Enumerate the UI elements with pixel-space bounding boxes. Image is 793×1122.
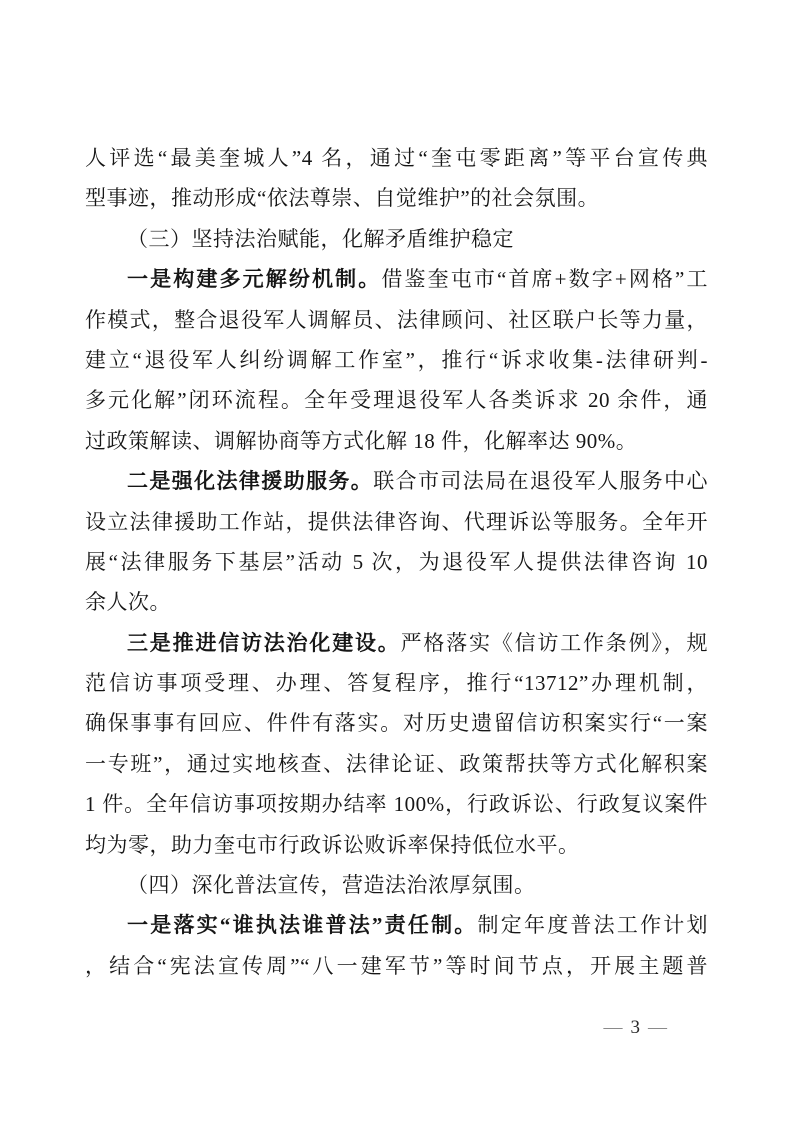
line-text: 均为零，助力奎屯市行政诉讼败诉率保持低位水平。 bbox=[85, 832, 580, 857]
text-line bbox=[85, 138, 708, 178]
text-line bbox=[85, 340, 708, 380]
text-line bbox=[85, 178, 708, 218]
text-line bbox=[85, 259, 708, 299]
line-text: 过政策解读、调解协商等方式化解 18 件，化解率达 90%。 bbox=[85, 428, 638, 453]
text-line bbox=[85, 825, 708, 865]
text-line bbox=[85, 542, 708, 582]
text-line bbox=[85, 784, 708, 824]
paragraph-lead: 一是落实“谁执法谁普法”责任制。 bbox=[127, 913, 478, 938]
line-text: 型事迹，推动形成“依法尊崇、自觉维护”的社会氛围。 bbox=[85, 186, 600, 211]
section-heading bbox=[85, 219, 708, 259]
text-line bbox=[85, 703, 708, 743]
line-text: 设立法律援助工作站，提供法律咨询、代理诉讼等服务。全年开 bbox=[85, 509, 708, 534]
line-text: （三）坚持法治赋能，化解矛盾维护稳定 bbox=[127, 226, 514, 251]
line-text: 范信访事项受理、办理、答复程序，推行“13712”办理机制， bbox=[85, 671, 708, 696]
line-text: 一专班”，通过实地核查、法律论证、政策帮扶等方式化解积案 bbox=[85, 751, 708, 776]
text-line bbox=[85, 300, 708, 340]
text-line bbox=[85, 744, 708, 784]
text-line bbox=[85, 905, 708, 945]
text-line bbox=[85, 502, 708, 542]
text-line bbox=[85, 663, 708, 703]
page-number: 3 bbox=[630, 1017, 640, 1038]
line-text: 建立“退役军人纠纷调解工作室”，推行“诉求收集-法律研判- bbox=[85, 347, 708, 372]
text-line bbox=[85, 380, 708, 420]
line-text: 制定年度普法工作计划 bbox=[477, 913, 708, 938]
line-text: 确保事事有回应、件件有落实。对历史遗留信访积案实行“一案 bbox=[85, 711, 708, 736]
paragraph-lead: 二是强化法律援助服务。 bbox=[127, 469, 374, 494]
text-line bbox=[85, 623, 708, 663]
line-text: 严格落实《信访工作条例》，规 bbox=[400, 630, 708, 655]
footer-dash-left: — bbox=[603, 1017, 623, 1038]
text-line bbox=[85, 421, 708, 461]
text-line bbox=[85, 946, 708, 986]
line-text: 联合市司法局在退役军人服务中心 bbox=[373, 469, 708, 494]
line-text: （四）深化普法宣传，营造法治浓厚氛围。 bbox=[127, 873, 536, 898]
line-text: 作模式，整合退役军人调解员、法律顾问、社区联户长等力量， bbox=[85, 307, 708, 332]
line-text: 借鉴奎屯市“首席+数字+网格”工 bbox=[381, 267, 708, 292]
footer-dash-right: — bbox=[648, 1017, 667, 1038]
line-text: 多元化解”闭环流程。全年受理退役军人各类诉求 20 余件，通 bbox=[85, 388, 708, 413]
line-text: 展“法律服务下基层”活动 5 次，为退役军人提供法律咨询 10 bbox=[85, 549, 708, 574]
paragraph-lead: 一是构建多元解纷机制。 bbox=[127, 267, 382, 292]
paragraph-lead: 三是推进信访法治化建设。 bbox=[127, 630, 401, 655]
line-text: 人评选“最美奎城人”4 名，通过“奎屯零距离”等平台宣传典 bbox=[85, 146, 708, 170]
page-footer bbox=[604, 1017, 668, 1039]
line-text: ，结合“宪法宣传周”“八一建军节”等时间节点，开展主题普 bbox=[85, 953, 708, 978]
document-body bbox=[85, 138, 708, 986]
text-line bbox=[85, 461, 708, 501]
line-text: 1 件。全年信访事项按期办结率 100%，行政诉讼、行政复议案件 bbox=[85, 792, 708, 817]
line-text: 余人次。 bbox=[85, 590, 171, 615]
text-line bbox=[85, 582, 708, 622]
section-heading bbox=[85, 865, 708, 905]
